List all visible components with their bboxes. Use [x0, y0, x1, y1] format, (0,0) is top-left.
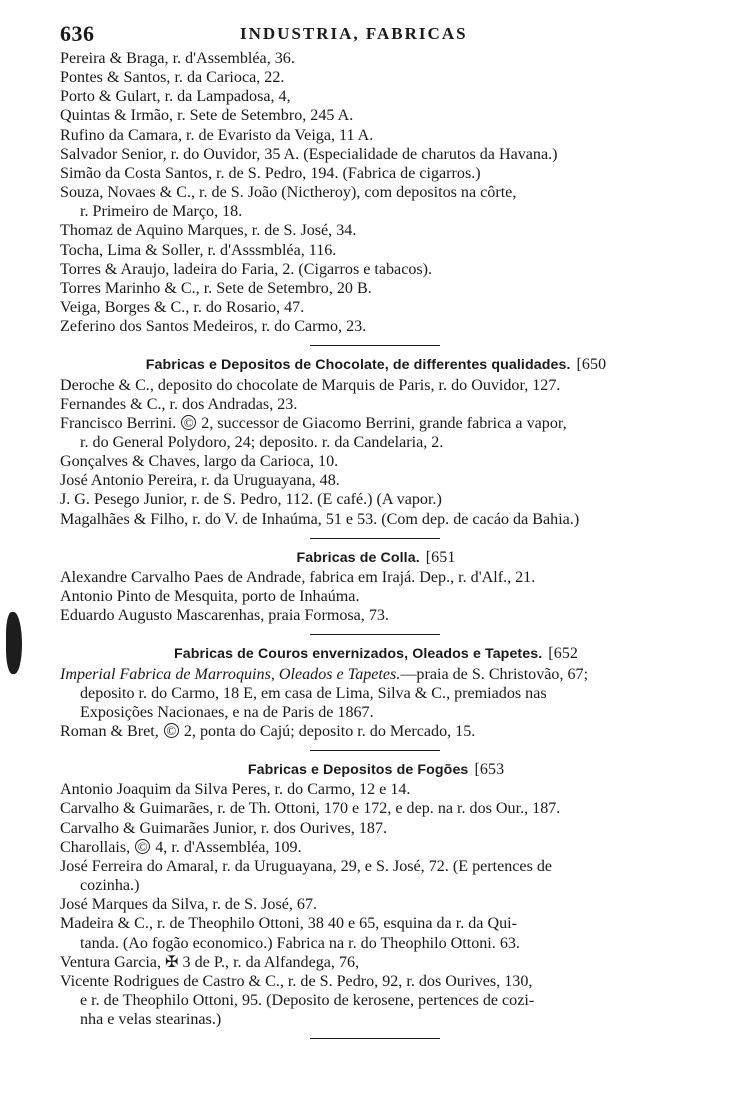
entry-name: Francisco Berrini. — [60, 414, 181, 432]
section-divider — [60, 336, 692, 355]
entry-name: Roman & Bret, — [60, 723, 163, 740]
list-item: José Ferreira do Amaral, r. da Uruguayana, 29, e S. José, 72. (E pertences de — [60, 857, 553, 875]
list-item: Simão da Costa Santos, r. de S. Pedro, 194. (Fabrica de cigarros.) — [60, 164, 481, 182]
entry-text: 2, successor de Giacomo Berrini, grande fabrica a vapor, — [201, 414, 567, 432]
list-item: Antonio Joaquim da Silva Peres, r. do Carmo, 12 e 14. — [60, 781, 411, 799]
section-heading-fogoes — [60, 760, 692, 780]
list-item: Veiga, Borges & C., r. do Rosario, 47. — [60, 299, 305, 317]
page-number: 636 — [60, 21, 95, 46]
list-item: Antonio Pinto de Mesquita, porto de Inhaúma. — [60, 588, 360, 606]
list-item — [60, 414, 692, 433]
entry-name-italic: Imperial Fabrica de Marroquins, Oleados e Tapetes. — [60, 665, 401, 683]
entry-text: 2, ponta do Cajú; deposito r. do Mercado, 15. — [183, 723, 476, 740]
section-title: Fabricas de Colla. — [296, 549, 420, 566]
list-item: Fernandes & C., r. dos Andradas, 23. — [60, 395, 298, 413]
list-item-continuation: tanda. (Ao fogão economico.) Fabrica na r. do Theophilo Ottoni. 63. — [80, 934, 520, 952]
section-heading-couros — [60, 644, 692, 664]
list-item: José Marques da Silva, r. de S. José, 67. — [60, 896, 318, 914]
section-title: Fabricas e Depositos de Fogões — [247, 762, 469, 779]
medal-icon: © — [135, 839, 150, 854]
page-content — [60, 49, 692, 1048]
list-item-continuation: Exposições Nacionaes, e na de Paris de 1867. — [80, 703, 374, 721]
list-item: Madeira & C., r. de Theophilo Ottoni, 38 40 e 65, esquina da r. da Qui- — [60, 915, 517, 933]
section-number: [652 — [548, 645, 579, 663]
list-item: Carvalho & Guimarães, r. de Th. Ottoni, 170 e 172, e dep. na r. dos Our., 187. — [60, 800, 561, 818]
list-item: Carvalho & Guimarães Junior, r. dos Ourives, 187. — [60, 819, 387, 837]
list-item: Souza, Novaes & C., r. de S. João (Nictheroy), com depositos na côrte, — [60, 184, 517, 202]
list-item: Magalhães & Filho, r. do V. de Inhaúma, 51 e 53. (Com dep. de cacáo da Bahia.) — [60, 510, 580, 528]
list-item: Zeferino dos Santos Medeiros, r. do Carmo, 23. — [60, 318, 367, 336]
section-divider — [60, 625, 692, 644]
section-number: [650 — [576, 356, 607, 374]
list-item — [60, 722, 692, 741]
list-item: Salvador Senior, r. do Ouvidor, 35 A. (Especialidade de charutos da Havana.) — [60, 145, 558, 163]
section-title: Fabricas de Couros envernizados, Oleados e Tapetes. — [173, 646, 543, 663]
list-item: Vicente Rodrigues de Castro & C., r. de S. Pedro, 92, r. dos Ourives, 130, — [60, 972, 533, 990]
section-heading-colla — [60, 548, 692, 568]
entry-name: Ventura Garcia, — [60, 953, 166, 971]
binding-mark — [6, 612, 22, 674]
running-title: INDUSTRIA, FABRICAS — [240, 24, 468, 43]
section-number: [651 — [425, 548, 456, 566]
list-item-continuation: deposito r. do Carmo, 18 E, em casa de Lima, Silva & C., premiados nas — [80, 684, 547, 702]
list-item: Gonçalves & Chaves, largo da Carioca, 10. — [60, 453, 339, 471]
medal-icon: © — [164, 723, 179, 738]
list-item: Porto & Gulart, r. da Lampadosa, 4, — [60, 88, 291, 106]
list-item: Rufino da Camara, r. de Evaristo da Veiga, 11 A. — [60, 126, 374, 144]
list-item: Torres & Araujo, ladeira do Faria, 2. (Cigarros e tabacos). — [60, 260, 433, 278]
list-item: Pereira & Braga, r. d'Assembléa, 36. — [60, 50, 295, 67]
list-item: José Antonio Pereira, r. da Uruguayana, 48. — [60, 472, 340, 490]
list-item: Torres Marinho & C., r. Sete de Setembro, 20 B. — [60, 279, 372, 297]
list-item: Quintas & Irmão, r. Sete de Setembro, 245 A. — [60, 107, 354, 125]
list-item: Pontes & Santos, r. da Carioca, 22. — [60, 69, 285, 87]
entry-name: Charollais, — [60, 838, 135, 856]
list-item: Thomaz de Aquino Marques, r. de S. José, 34. — [60, 222, 357, 240]
list-item: Tocha, Lima & Soller, r. d'Asssmbléa, 116. — [60, 241, 337, 259]
list-item-continuation: e r. de Theophilo Ottoni, 95. (Deposito de kerosene, pertences de cozi- — [80, 992, 535, 1010]
section-number: [653 — [474, 761, 505, 779]
section-divider — [60, 529, 692, 548]
list-item-continuation: r. do General Polydoro, 24; deposito. r. da Candelaria, 2. — [80, 433, 444, 451]
medal-icon: © — [181, 415, 196, 430]
list-item — [60, 838, 692, 857]
list-item-continuation: cozinha.) — [80, 877, 140, 895]
entry-text: 4, r. d'Assembléa, 109. — [155, 838, 302, 856]
entry-text: —praia de S. Christovão, 67; — [400, 665, 589, 683]
list-item: J. G. Pesego Junior, r. de S. Pedro, 112. (E café.) (A vapor.) — [60, 491, 442, 509]
section-title: Fabricas e Depositos de Chocolate, de differentes qualidades. — [145, 357, 571, 374]
list-item: Deroche & C., deposito do chocolate de Marquis de Paris, r. do Ouvidor, 127. — [60, 376, 561, 394]
entry-text: 3 de P., r. da Alfandega, 76, — [182, 953, 360, 971]
list-item-continuation: nha e velas stearinas.) — [80, 1011, 222, 1029]
list-item: Eduardo Augusto Mascarenhas, praia Formosa, 73. — [60, 607, 389, 625]
list-item: Alexandre Carvalho Paes de Andrade, fabrica em Irajá. Dep., r. d'Alf., 21. — [60, 568, 536, 586]
page-header — [60, 21, 690, 47]
list-item-continuation: r. Primeiro de Março, 18. — [80, 203, 243, 221]
cross-icon: ✠ — [165, 953, 179, 971]
list-item — [60, 953, 692, 972]
section-divider — [60, 741, 692, 760]
list-item — [60, 665, 692, 684]
section-divider — [60, 1029, 692, 1048]
section-heading-chocolate — [60, 355, 692, 375]
